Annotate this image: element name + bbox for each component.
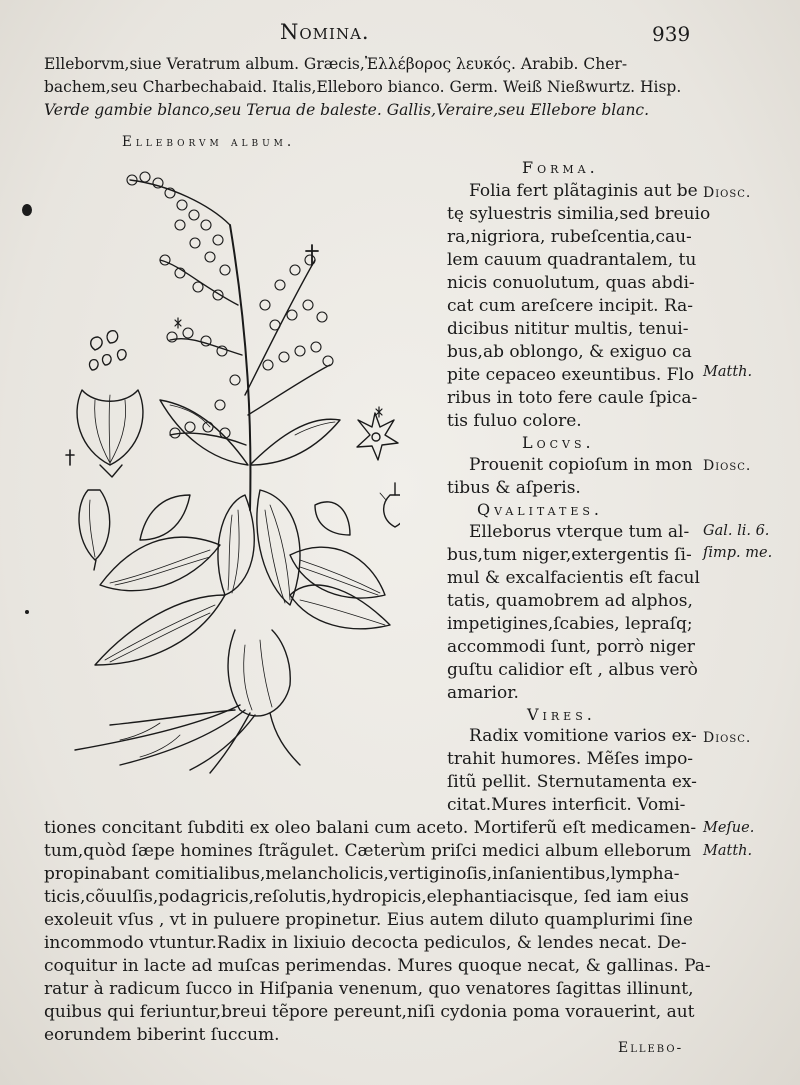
qualitates-line: mul & excalfacientis eſt facul	[447, 568, 700, 588]
section-heading-locus: Locvs.	[522, 433, 595, 452]
margin-note-mesue: Meſue.	[703, 820, 755, 836]
body-line: tum,quòd ſæpe homines ſtrãgulet. Cæterùm priſci medici album elleborum	[44, 841, 692, 861]
names-line-2: bachem,seu Charbechabaid. Italis,Elleboro bianco. Germ. Weiß Nießwurtz. Hisp.	[44, 78, 682, 96]
forma-line: tis fuluo colore.	[447, 411, 582, 431]
names-line-1: Elleborvm,siue Veratrum album. Græcis,Ἐλλέβορος λευκός. Arabib. Cher-	[44, 55, 628, 73]
vires-line: citat.Mures interficit. Vomi-	[447, 795, 686, 815]
margin-note-diosc: Diosc.	[703, 730, 752, 746]
section-heading-qualitates: Qvalitates.	[477, 500, 603, 519]
forma-line: nicis conuolutum, quas abdi-	[447, 273, 695, 293]
hellebore-illustration	[60, 165, 400, 775]
margin-note-diosc: Diosc.	[703, 458, 752, 474]
body-line: propinabant comitialibus,melancholicis,vertiginoſis,inſanientibus,lympha-	[44, 864, 680, 884]
margin-note-galen: ſimp. me.	[703, 545, 773, 561]
vires-line: Radix vomitione varios ex-	[469, 726, 697, 746]
forma-line: lem cauum quadrantalem, tu	[447, 250, 697, 270]
body-line: coquitur in lacte ad muſcas perimendas. Mures quoque necat, & gallinas. Pa-	[44, 956, 711, 976]
body-line: incommodo vtuntur.Radix in lixiuio decocta pediculos, & lendes necat. De-	[44, 933, 687, 953]
forma-line: Folia fert plãtaginis aut be	[469, 181, 698, 201]
section-heading-vires: Vires.	[527, 705, 596, 724]
forma-line: dicibus nititur multis, tenui-	[447, 319, 689, 339]
flower-icon	[357, 413, 400, 527]
body-line: quibus qui feriuntur,breui tẽpore pereunt,niſi cydonia poma vorauerint, aut	[44, 1002, 695, 1022]
qualitates-line: bus,tum niger,extergentis ſi-	[447, 545, 692, 565]
forma-line: ribus in toto fere caule ſpica-	[447, 388, 698, 408]
forma-line: ra,nigriora, rubeſcentia,cau-	[447, 227, 692, 247]
body-line: tiones concitant ſubditi ex oleo balani cum aceto. Mortiferũ eſt medicamen-	[44, 818, 697, 838]
margin-note-galen: Gal. li. 6.	[703, 523, 770, 539]
qualitates-line: accommodi ſunt, porrò niger	[447, 637, 695, 657]
qualitates-line: amarior.	[447, 683, 519, 703]
locus-line: tibus & aſperis.	[447, 478, 581, 498]
ink-blot	[22, 204, 32, 216]
page-number: 939	[652, 22, 691, 46]
catchword: Ellebo-	[618, 1040, 684, 1056]
qualitates-line: guſtu calidior eſt , albus verò	[447, 660, 698, 680]
running-head: Nomina.	[280, 20, 370, 44]
forma-line: cat cum areſcere incipit. Ra-	[447, 296, 694, 316]
ink-blot	[25, 610, 29, 614]
section-heading-forma: Forma.	[522, 158, 599, 177]
locus-line: Prouenit copioſum in mon	[469, 455, 693, 475]
names-line-3: Verde gambie blanco,seu Terua de baleste. Gallis,Veraire,seu Ellebore blanc.	[44, 101, 650, 119]
forma-line: pite cepaceo exeuntibus. Flo	[447, 365, 695, 385]
hellebore-plant-icon	[75, 172, 390, 773]
body-line: ratur à radicum ſucco in Hiſpania venenum, quo venatores ſagittas illinunt,	[44, 979, 694, 999]
body-line: ticis,cõuulſis,podagricis,reſolutis,hydropicis,elephantiacisque, ſed iam eius	[44, 887, 689, 907]
plant-caption: Elleborvm album.	[122, 134, 296, 150]
vires-line: ſitũ pellit. Sternutamenta ex-	[447, 772, 697, 792]
margin-note-matth: Matth.	[703, 843, 753, 859]
margin-note-diosc: Diosc.	[703, 185, 752, 201]
qualitates-line: impetigines,ſcabies, lepraſq;	[447, 614, 693, 634]
asterisk-mark-icon	[175, 318, 382, 417]
vires-line: trahit humores. Mẽſes impo-	[447, 749, 694, 769]
seed-pod-icon	[66, 331, 143, 570]
margin-note-matth: Matth.	[703, 364, 753, 380]
forma-line: bus,ab oblongo, & exiguo ca	[447, 342, 692, 362]
body-line: exoleuit vſus , vt in puluere propinetur. Eius autem diluto quamplurimi ſine	[44, 910, 693, 930]
body-line: eorundem biberint ſuccum.	[44, 1025, 280, 1045]
forma-line: tę syluestris similia,sed breuio	[447, 204, 711, 224]
qualitates-line: Elleborus vterque tum al-	[469, 522, 690, 542]
qualitates-line: tatis, quamobrem ad alphos,	[447, 591, 693, 611]
